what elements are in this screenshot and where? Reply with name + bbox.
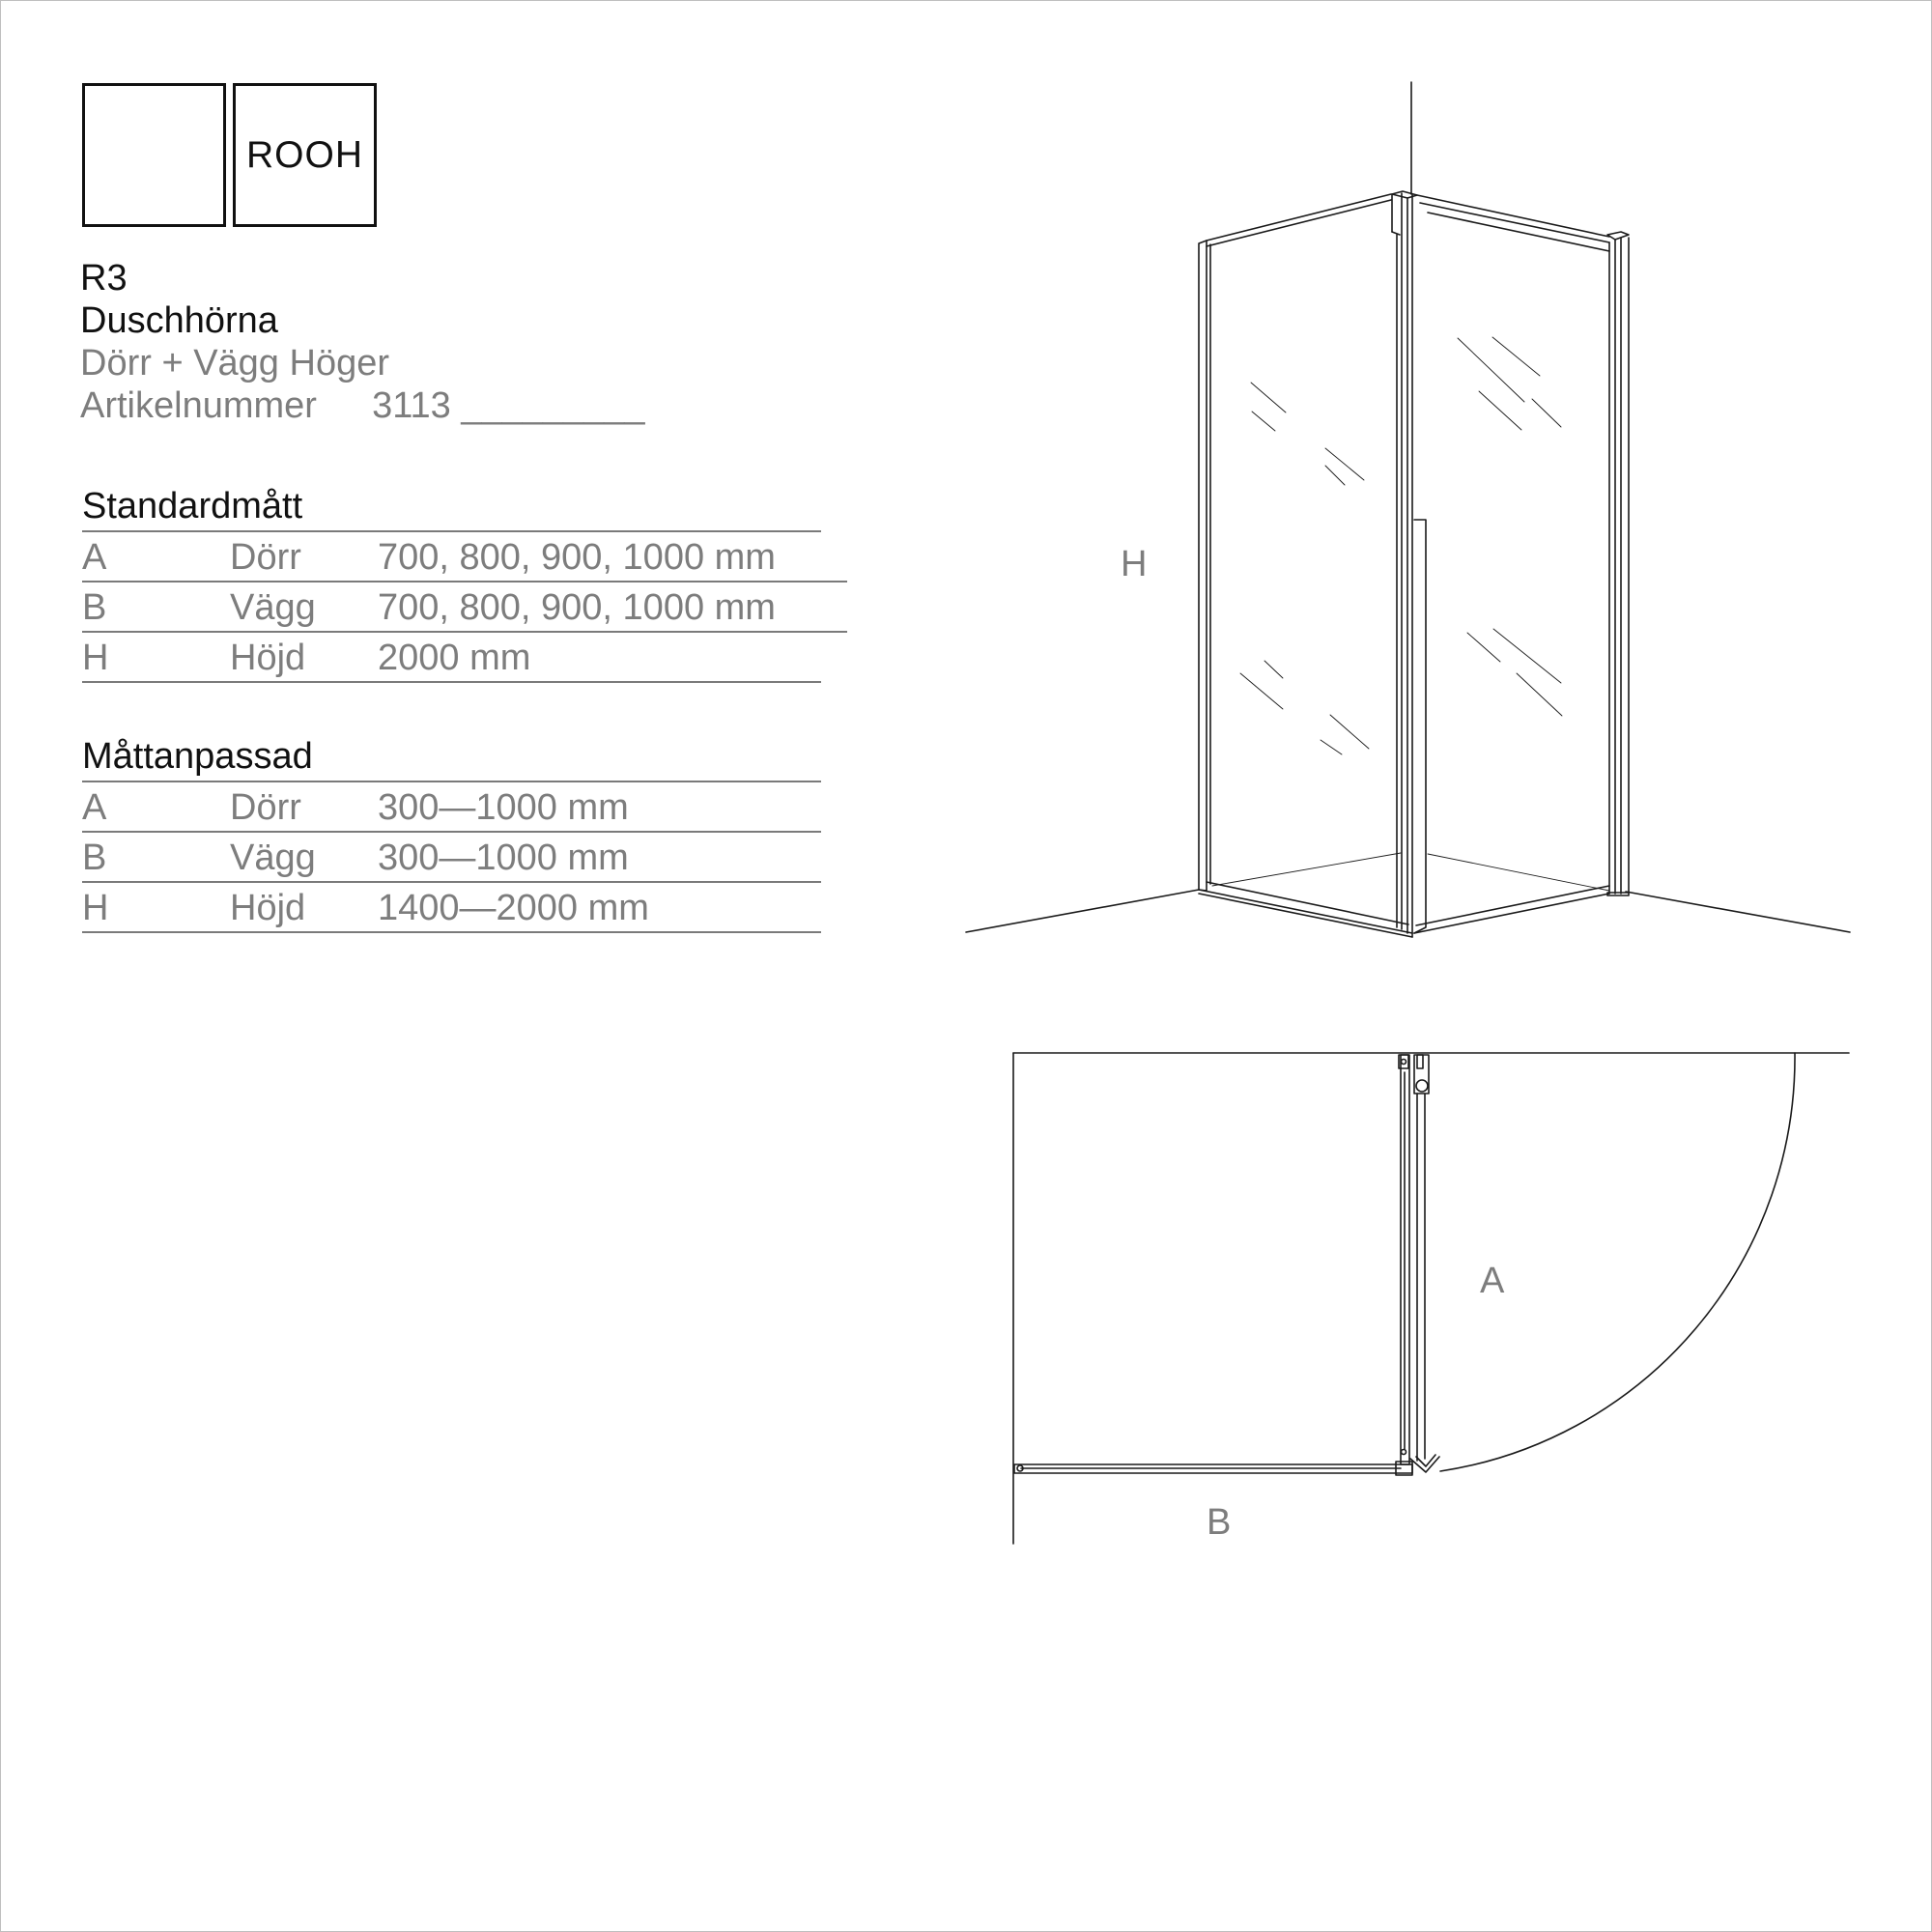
row-value: 2000 mm <box>378 638 531 678</box>
plan-wall-panel <box>1014 1462 1412 1475</box>
article-label: Artikelnummer <box>80 385 317 426</box>
corner-profile <box>1392 191 1426 937</box>
height-dimension-label: H <box>1121 544 1148 584</box>
row-name: Vägg <box>230 838 316 878</box>
row-key: A <box>82 537 107 578</box>
standard-title: Standardmått <box>82 486 303 526</box>
product-type: Duschhörna <box>80 300 278 341</box>
row-name: Vägg <box>230 587 316 628</box>
plan-view <box>1013 1053 1849 1544</box>
plan-door-profile <box>1399 1055 1439 1472</box>
door-dimension-label: A <box>1480 1261 1505 1301</box>
row-value: 700, 800, 900, 1000 mm <box>378 537 776 578</box>
row-name: Dörr <box>230 787 301 828</box>
brand-logo-text: ROOH <box>246 133 363 176</box>
floor-line-right <box>1626 892 1850 932</box>
row-key: B <box>82 838 107 878</box>
row-key: B <box>82 587 107 628</box>
floor-line-left <box>966 890 1199 932</box>
row-key: H <box>82 638 109 678</box>
door-panel <box>1414 195 1629 933</box>
wall-dimension-label: B <box>1207 1502 1232 1543</box>
row-key: A <box>82 787 107 828</box>
row-name: Dörr <box>230 537 301 578</box>
row-name: Höjd <box>230 888 306 928</box>
wall-panel <box>1199 194 1412 937</box>
row-value: 300—1000 mm <box>378 787 629 828</box>
custom-title: Måttanpassad <box>82 736 313 777</box>
row-value: 1400—2000 mm <box>378 888 649 928</box>
product-variant: Dörr + Vägg Höger <box>80 343 389 384</box>
article-number: 3113 _________ <box>372 385 645 426</box>
row-value: 700, 800, 900, 1000 mm <box>378 587 776 628</box>
row-key: H <box>82 888 109 928</box>
row-name: Höjd <box>230 638 306 678</box>
product-model: R3 <box>80 258 128 298</box>
perspective-view <box>966 82 1850 937</box>
row-value: 300—1000 mm <box>378 838 629 878</box>
